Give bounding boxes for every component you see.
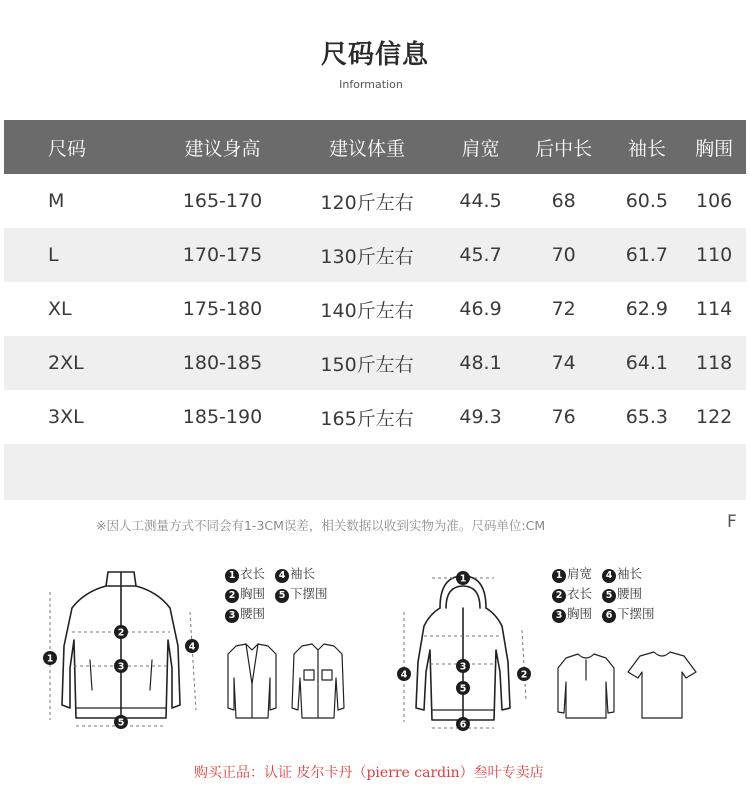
header-size: 尺码 xyxy=(4,120,156,174)
legend-right xyxy=(552,564,661,624)
cell-size: 3XL xyxy=(4,390,156,444)
badge-2-icon xyxy=(517,667,531,681)
size-table xyxy=(4,120,746,500)
cell-size: M xyxy=(4,174,156,228)
svg-text:3: 3 xyxy=(117,661,125,673)
store-footer-text: 购买正品：认证 皮尔卡丹（pierre cardin）叁叶专卖店 xyxy=(194,765,544,781)
legend-item xyxy=(225,564,265,584)
legend-item xyxy=(552,564,592,584)
badge-icon: 4 xyxy=(602,569,616,583)
size-table-header xyxy=(4,120,746,174)
tshirt-illustration xyxy=(628,652,696,718)
badge-icon: 2 xyxy=(552,589,566,603)
table-blank-row xyxy=(4,444,746,500)
cell-weight: 130斤左右 xyxy=(289,228,445,282)
legend-label: 衣长 xyxy=(567,586,593,601)
cell-weight: 150斤左右 xyxy=(289,336,445,390)
cell-shoulder: 45.7 xyxy=(445,228,516,282)
shirt-jacket-illustration xyxy=(292,644,344,718)
sweater-illustration xyxy=(558,654,614,718)
cell-chest: 114 xyxy=(682,282,746,336)
badge-icon: 6 xyxy=(602,609,616,623)
svg-text:2: 2 xyxy=(520,669,528,681)
measurement-note: ※因人工测量方式不同会有1-3CM误差，相关数据以收到实物为准。尺码单位:CM xyxy=(96,518,546,533)
cell-size: XL xyxy=(4,282,156,336)
legend-label: 胸围 xyxy=(240,586,266,601)
badge-4-icon xyxy=(185,639,199,653)
legend-item xyxy=(275,564,315,584)
svg-text:3: 3 xyxy=(459,661,467,673)
cell-shoulder: 46.9 xyxy=(445,282,516,336)
table-row xyxy=(4,228,746,282)
cell-chest: 122 xyxy=(682,390,746,444)
cell-chest: 106 xyxy=(682,174,746,228)
legend-left xyxy=(225,564,334,624)
header-height: 建议身高 xyxy=(156,120,289,174)
table-row xyxy=(4,282,746,336)
svg-text:1: 1 xyxy=(46,653,54,665)
cell-size: 2XL xyxy=(4,336,156,390)
badge-icon: 3 xyxy=(552,609,566,623)
cell-shoulder: 49.3 xyxy=(445,390,516,444)
badge-2-icon xyxy=(114,625,128,639)
cell-back-length: 74 xyxy=(516,336,611,390)
cell-weight: 140斤左右 xyxy=(289,282,445,336)
cell-back-length: 68 xyxy=(516,174,611,228)
badge-icon: 5 xyxy=(275,589,289,603)
cell-height: 180-185 xyxy=(156,336,289,390)
badge-icon: 3 xyxy=(225,609,239,623)
cell-shoulder: 48.1 xyxy=(445,336,516,390)
page-title: 尺码信息 xyxy=(320,40,429,70)
cell-back-length: 76 xyxy=(516,390,611,444)
cell-back-length: 72 xyxy=(516,282,611,336)
legend-item xyxy=(602,584,642,604)
legend-item xyxy=(225,584,265,604)
legend-item xyxy=(552,584,592,604)
badge-1-icon xyxy=(456,571,470,585)
cell-sleeve: 61.7 xyxy=(611,228,682,282)
cell-height: 165-170 xyxy=(156,174,289,228)
hoodie-jacket-illustration xyxy=(416,573,510,720)
badge-5-icon xyxy=(114,715,128,729)
badge-icon: 1 xyxy=(225,569,239,583)
svg-text:4: 4 xyxy=(400,669,408,681)
cell-chest: 110 xyxy=(682,228,746,282)
cell-height: 185-190 xyxy=(156,390,289,444)
cell-sleeve: 64.1 xyxy=(611,336,682,390)
badge-4-icon xyxy=(397,667,411,681)
badge-icon: 5 xyxy=(602,589,616,603)
legend-label: 腰围 xyxy=(617,586,643,601)
cell-chest: 118 xyxy=(682,336,746,390)
svg-text:1: 1 xyxy=(459,573,467,585)
legend-label: 衣长 xyxy=(240,566,266,581)
legend-item xyxy=(602,604,655,624)
note-letter: F xyxy=(727,512,737,532)
cell-weight: 120斤左右 xyxy=(289,174,445,228)
badge-icon: 1 xyxy=(552,569,566,583)
cell-sleeve: 65.3 xyxy=(611,390,682,444)
badge-icon: 2 xyxy=(225,589,239,603)
cell-sleeve: 60.5 xyxy=(611,174,682,228)
badge-1-icon xyxy=(43,651,57,665)
svg-text:6: 6 xyxy=(459,719,467,731)
cell-weight: 165斤左右 xyxy=(289,390,445,444)
cell-sleeve: 62.9 xyxy=(611,282,682,336)
legend-item xyxy=(275,584,328,604)
legend-item xyxy=(552,604,592,624)
legend-item xyxy=(225,604,265,624)
table-row xyxy=(4,174,746,228)
jacket-illustration xyxy=(62,572,180,718)
legend-label: 腰围 xyxy=(240,606,266,621)
svg-text:5: 5 xyxy=(117,717,125,729)
legend-item xyxy=(602,564,642,584)
svg-text:2: 2 xyxy=(117,627,125,639)
legend-label: 肩宽 xyxy=(567,566,593,581)
badge-3-icon xyxy=(114,659,128,673)
blazer-illustration xyxy=(228,644,276,718)
legend-label: 胸围 xyxy=(567,606,593,621)
cell-back-length: 70 xyxy=(516,228,611,282)
legend-label: 袖长 xyxy=(617,566,643,581)
header-back-length: 后中长 xyxy=(516,120,611,174)
svg-text:4: 4 xyxy=(188,641,196,653)
legend-label: 袖长 xyxy=(290,566,316,581)
header-weight: 建议体重 xyxy=(289,120,445,174)
legend-label: 下摆围 xyxy=(290,586,328,601)
header-shoulder: 肩宽 xyxy=(445,120,516,174)
cell-height: 175-180 xyxy=(156,282,289,336)
badge-6-icon xyxy=(456,717,470,731)
cell-shoulder: 44.5 xyxy=(445,174,516,228)
cell-height: 170-175 xyxy=(156,228,289,282)
legend-label: 下摆围 xyxy=(617,606,655,621)
header-sleeve: 袖长 xyxy=(611,120,682,174)
svg-text:5: 5 xyxy=(459,683,467,695)
header-chest: 胸围 xyxy=(682,120,746,174)
badge-3-icon xyxy=(456,659,470,673)
blank-cell xyxy=(4,444,746,500)
badge-icon: 4 xyxy=(275,569,289,583)
page-subtitle: Information xyxy=(339,78,403,91)
table-row xyxy=(4,390,746,444)
table-row xyxy=(4,336,746,390)
badge-5-icon xyxy=(456,681,470,695)
cell-size: L xyxy=(4,228,156,282)
